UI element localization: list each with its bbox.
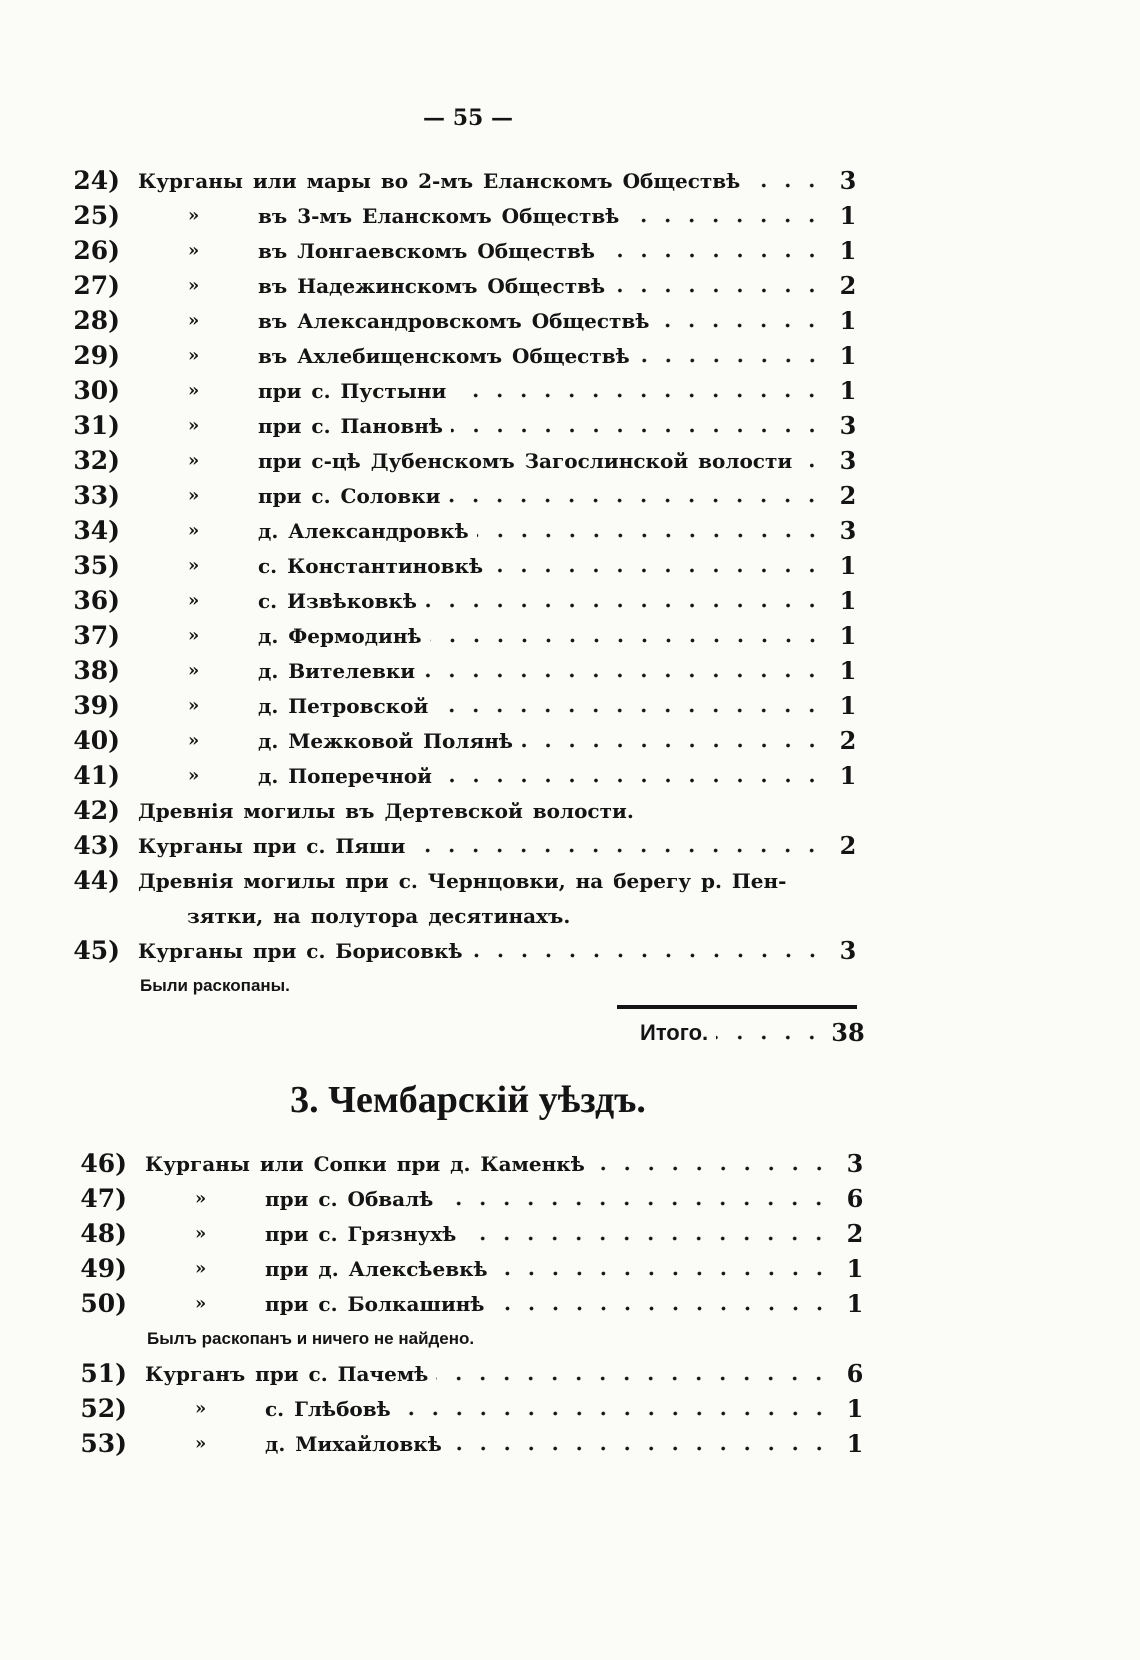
ditto-mark: » xyxy=(188,625,200,646)
entry-text: д. Поперечной xyxy=(258,763,433,788)
entry-number: 35) xyxy=(73,551,120,580)
entry-count: 6 xyxy=(846,1184,864,1213)
list-item xyxy=(60,723,868,758)
ditto-mark: » xyxy=(188,275,200,296)
entry-text: при с. Грязнухѣ xyxy=(265,1221,457,1246)
list-item xyxy=(60,198,868,233)
entry-text: с. Константиновкѣ xyxy=(258,553,484,578)
list-item xyxy=(60,583,868,618)
total-rule xyxy=(617,1005,857,1009)
entry-number: 52) xyxy=(80,1394,127,1423)
entry-text: с. Извѣковкѣ xyxy=(258,588,417,613)
list-item xyxy=(60,688,868,723)
entry-count: 2 xyxy=(839,271,857,300)
dot-leader xyxy=(657,303,824,338)
section-heading: 3. Чембарскій уѣздъ. xyxy=(290,1079,646,1121)
entry-count: 1 xyxy=(839,586,857,615)
entry-text: Курганы при с. Борисовкѣ xyxy=(138,938,463,963)
ditto-mark: » xyxy=(195,1293,207,1314)
list-item xyxy=(60,513,868,548)
entry-count: 1 xyxy=(839,656,857,685)
entry-count: 3 xyxy=(839,446,857,475)
dot-leader xyxy=(603,233,824,268)
entry-text: д. Вителевки xyxy=(258,658,416,683)
entry-text-continued: зятки, на полутора десятинахъ. xyxy=(187,903,571,928)
entry-number: 31) xyxy=(73,411,120,440)
entry-text: д. Фермодинѣ xyxy=(258,623,422,648)
total-row xyxy=(640,1015,868,1050)
entry-text: д. Александровкѣ xyxy=(258,518,469,543)
entry-text: Курганы или мары во 2-мъ Еланскомъ Обществѣ xyxy=(138,168,741,193)
dot-leader xyxy=(413,828,824,863)
list-item xyxy=(60,653,868,688)
entry-list xyxy=(60,163,868,1003)
dot-leader xyxy=(471,933,824,968)
entry-count: 1 xyxy=(839,376,857,405)
dot-leader xyxy=(496,1251,831,1286)
entry-count: 1 xyxy=(839,306,857,335)
dot-leader xyxy=(441,1181,831,1216)
list-item xyxy=(67,1286,875,1321)
list-item xyxy=(60,758,868,793)
list-item xyxy=(60,163,868,198)
entry-count: 2 xyxy=(846,1219,864,1248)
entry-count: 2 xyxy=(839,726,857,755)
ditto-mark: » xyxy=(188,450,200,471)
dot-leader xyxy=(491,548,824,583)
note-line xyxy=(60,968,868,1003)
ditto-mark: » xyxy=(195,1188,207,1209)
entry-number: 46) xyxy=(80,1149,127,1178)
entry-number: 44) xyxy=(73,866,120,895)
list-item xyxy=(60,233,868,268)
entry-number: 40) xyxy=(73,726,120,755)
page-number: — 55 — xyxy=(423,105,513,131)
entry-count: 1 xyxy=(839,236,857,265)
dot-leader xyxy=(423,653,824,688)
ditto-mark: » xyxy=(188,695,200,716)
list-item xyxy=(60,478,868,513)
list-item xyxy=(67,1251,875,1286)
entry-text: д. Михайловкѣ xyxy=(265,1431,442,1456)
dot-leader xyxy=(638,338,824,373)
entry-count: 3 xyxy=(839,166,857,195)
entry-number: 51) xyxy=(80,1359,127,1388)
entry-number: 24) xyxy=(73,166,120,195)
dot-leader xyxy=(521,723,824,758)
dot-leader xyxy=(593,1146,831,1181)
entry-text: при с. Обвалѣ xyxy=(265,1186,434,1211)
note-line xyxy=(67,1321,875,1356)
entry-number: 47) xyxy=(80,1184,127,1213)
dot-leader xyxy=(440,758,824,793)
dot-leader xyxy=(464,1216,831,1251)
entry-count: 3 xyxy=(846,1149,864,1178)
entry-text: въ 3-мъ Еланскомъ Обществѣ xyxy=(258,203,620,228)
dot-leader xyxy=(436,1356,831,1391)
entry-text: д. Петровской xyxy=(258,693,429,718)
ditto-mark: » xyxy=(188,555,200,576)
ditto-mark: » xyxy=(188,310,200,331)
ditto-mark: » xyxy=(188,415,200,436)
dot-leader xyxy=(627,198,824,233)
list-item xyxy=(60,618,868,653)
dot-leader xyxy=(425,583,824,618)
entry-number: 33) xyxy=(73,481,120,510)
ditto-mark: » xyxy=(188,240,200,261)
entry-number: 37) xyxy=(73,621,120,650)
entry-text: въ Ахлебищенскомъ Обществѣ xyxy=(258,343,630,368)
dot-leader xyxy=(399,1391,831,1426)
entry-text: Древнія могилы въ Дертевской волости. xyxy=(138,798,634,823)
list-item xyxy=(60,338,868,373)
dot-leader xyxy=(748,163,824,198)
entry-count: 1 xyxy=(839,551,857,580)
entry-count: 1 xyxy=(839,761,857,790)
entry-text: Курганъ при с. Пачемѣ xyxy=(145,1361,429,1386)
entry-count: 1 xyxy=(839,621,857,650)
dot-leader xyxy=(454,373,824,408)
entry-number: 53) xyxy=(80,1429,127,1458)
dot-leader xyxy=(451,408,824,443)
ditto-mark: » xyxy=(188,660,200,681)
list-item xyxy=(67,1181,875,1216)
list-item xyxy=(60,268,868,303)
entry-number: 45) xyxy=(73,936,120,965)
total-label: Итого. xyxy=(640,1019,709,1045)
entry-text: Курганы при с. Пяши xyxy=(138,833,406,858)
ditto-mark: » xyxy=(195,1258,207,1279)
list-item xyxy=(67,1216,875,1251)
dot-leader xyxy=(800,443,824,478)
entry-number: 32) xyxy=(73,446,120,475)
entry-text: Древнія могилы при с. Чернцовки, на берегу р. Пен- xyxy=(138,868,787,893)
entry-text: с. Глѣбовѣ xyxy=(265,1396,391,1421)
entry-number: 48) xyxy=(80,1219,127,1248)
excavation-note: Были раскопаны. xyxy=(140,975,290,995)
entry-number: 43) xyxy=(73,831,120,860)
dot-leader xyxy=(613,268,824,303)
list-item xyxy=(67,1146,875,1181)
ditto-mark: » xyxy=(188,345,200,366)
list-item xyxy=(60,548,868,583)
entry-number: 25) xyxy=(73,201,120,230)
entry-list xyxy=(67,1146,875,1461)
entry-text: при с. Пановнѣ xyxy=(258,413,443,438)
ditto-mark: » xyxy=(188,205,200,226)
entry-count: 1 xyxy=(839,341,857,370)
list-item xyxy=(67,1391,875,1426)
entry-count: 3 xyxy=(839,411,857,440)
list-item xyxy=(60,303,868,338)
entry-text: въ Лонгаевскомъ Обществѣ xyxy=(258,238,595,263)
entry-count: 2 xyxy=(839,831,857,860)
entry-count: 1 xyxy=(846,1254,864,1283)
ditto-mark: » xyxy=(188,765,200,786)
ditto-mark: » xyxy=(188,520,200,541)
ditto-mark: » xyxy=(195,1398,207,1419)
list-item xyxy=(60,793,868,828)
ditto-mark: » xyxy=(188,380,200,401)
dot-leader xyxy=(450,1426,831,1461)
entry-text: при с. Соловки xyxy=(258,483,441,508)
list-item xyxy=(60,408,868,443)
entry-number: 26) xyxy=(73,236,120,265)
entry-text: при с-цѣ Дубенскомъ Загослинской волости xyxy=(258,448,793,473)
entry-number: 38) xyxy=(73,656,120,685)
entry-count: 3 xyxy=(839,936,857,965)
entry-text: при д. Алексѣевкѣ xyxy=(265,1256,488,1281)
list-item xyxy=(67,1426,875,1461)
entry-number: 50) xyxy=(80,1289,127,1318)
list-item xyxy=(60,443,868,478)
dot-leader xyxy=(716,1015,824,1050)
entry-number: 36) xyxy=(73,586,120,615)
dot-leader xyxy=(436,688,824,723)
ditto-mark: » xyxy=(188,590,200,611)
list-item xyxy=(60,863,868,898)
dot-leader xyxy=(493,1286,832,1321)
entry-number: 28) xyxy=(73,306,120,335)
entry-count: 2 xyxy=(839,481,857,510)
ditto-mark: » xyxy=(195,1433,207,1454)
entry-number: 42) xyxy=(73,796,120,825)
list-item xyxy=(60,373,868,408)
entry-number: 49) xyxy=(80,1254,127,1283)
entry-number: 29) xyxy=(73,341,120,370)
ditto-mark: » xyxy=(188,485,200,506)
entry-count: 3 xyxy=(839,516,857,545)
entry-count: 1 xyxy=(846,1394,864,1423)
entry-text: Курганы или Сопки при д. Каменкѣ xyxy=(145,1151,585,1176)
entry-number: 27) xyxy=(73,271,120,300)
dot-leader xyxy=(430,618,824,653)
entry-text: д. Межковой Полянѣ xyxy=(258,728,513,753)
list-item-continuation xyxy=(60,898,868,933)
dot-leader xyxy=(477,513,824,548)
ditto-mark: » xyxy=(195,1223,207,1244)
entry-text: при с. Пустыни xyxy=(258,378,447,403)
entry-count: 1 xyxy=(846,1289,864,1318)
entry-text: въ Александровскомъ Обществѣ xyxy=(258,308,650,333)
entry-count: 1 xyxy=(846,1429,864,1458)
entry-count: 1 xyxy=(839,201,857,230)
entry-text: въ Надежинскомъ Обществѣ xyxy=(258,273,606,298)
entry-number: 34) xyxy=(73,516,120,545)
entry-number: 30) xyxy=(73,376,120,405)
list-item xyxy=(60,828,868,863)
entry-count: 1 xyxy=(839,691,857,720)
ditto-mark: » xyxy=(188,730,200,751)
entry-number: 41) xyxy=(73,761,120,790)
entry-number: 39) xyxy=(73,691,120,720)
dot-leader xyxy=(448,478,824,513)
list-item xyxy=(67,1356,875,1391)
entry-count: 6 xyxy=(846,1359,864,1388)
list-item xyxy=(60,933,868,968)
excavation-note: Былъ раскопанъ и ничего не найдено. xyxy=(147,1328,475,1348)
total-value: 38 xyxy=(831,1018,865,1047)
entry-text: при с. Болкашинѣ xyxy=(265,1291,485,1316)
